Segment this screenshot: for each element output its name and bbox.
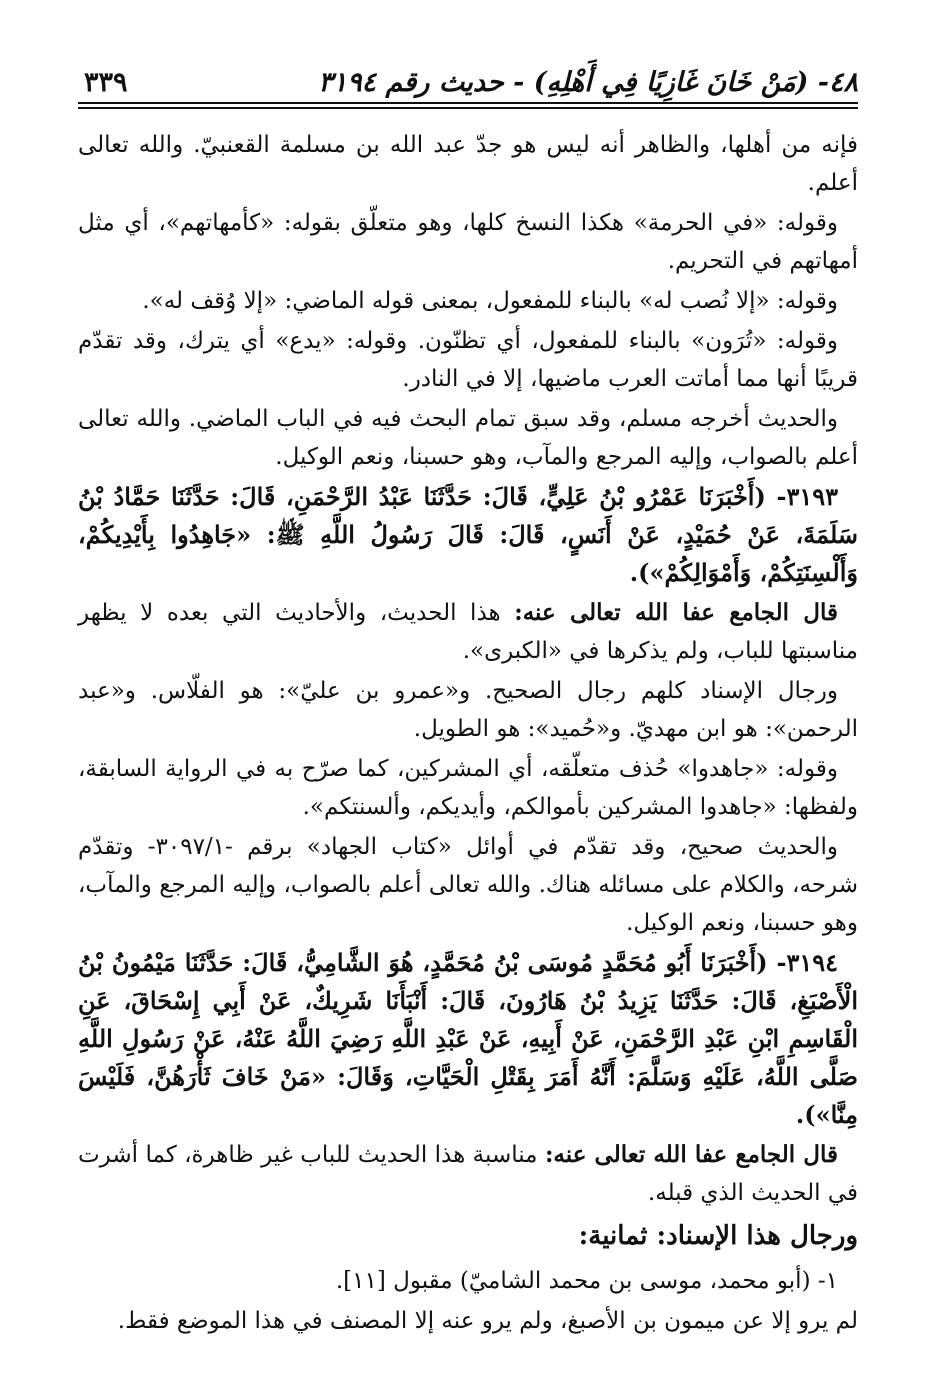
running-title: ٤٨- (مَنْ خَانَ غَازِيًا فِي أَهْلِهِ) - حديث رقم ٣١٩٤ (318, 67, 858, 98)
header-rule-top (78, 102, 858, 104)
hadith-text: ٣١٩٤- (أَخْبَرَنَا أَبُو مُحَمَّدٍ مُوسَى بْنُ مُحَمَّدٍ، هُوَ الشَّامِيُّ، قَالَ: حَدَّثَنَا مَيْمُونُ بْنُ الْأَصْبَغِ، قَالَ: حَدَّثَنَا يَزِيدُ بْنُ هَارُونَ، قَالَ: أَنْبَأَنَا شَرِيكٌ، عَنْ أَبِي إِسْحَاقَ، عَنِ الْقَاسِمِ ابْنِ عَبْدِ الرَّحْمَنِ، عَنْ أَبِيهِ، عَنْ عَبْدِ اللَّهِ رَضِيَ اللَّهُ عَنْهُ، عَنْ رَسُولِ اللَّهِ صَلَّى اللَّهُ، عَلَيْهِ وَسَلَّمَ: أَنَّهُ أَمَرَ بِقَتْلِ الْحَيَّاتِ، وَقَالَ: «مَنْ خَافَ ثَأْرَهُنَّ، فَلَيْسَ مِنَّا»). (78, 948, 858, 1129)
paragraph: والحديث أخرجه مسلم، وقد سبق تمام البحث فيه في الباب الماضي. والله تعالى أعلم بالصواب، وإليه المرجع والمآب، وهو حسبنا، ونعم الوكيل. (78, 406, 858, 470)
commentary-paragraph (78, 1136, 858, 1212)
paragraph: وقوله: «جاهدوا» حُذف متعلّقه، أي المشركين، كما صرّح به في الرواية السابقة، ولفظها: «جاهدوا المشركين بأموالكم، وأيديكم، وألسنتكم». (78, 756, 858, 820)
hadith-text: ٣١٩٣- (أَخْبَرَنَا عَمْرُو بْنُ عَلِيٍّ، قَالَ: حَدَّثَنَا عَبْدُ الرَّحْمَنِ، قَالَ: حَدَّثَنَا حَمَّادُ بْنُ سَلَمَةَ، عَنْ حُمَيْدٍ، عَنْ أَنَسٍ، قَالَ: قَالَ رَسُولُ اللَّهِ ﷺ: «جَاهِدُوا بِأَيْدِيكُمْ، وَأَلْسِنَتِكُمْ، وَأَمْوَالِكُمْ»). (78, 482, 858, 587)
body-text (78, 126, 858, 1340)
paragraph: فإنه من أهلها، والظاهر أنه ليس هو جدّ عبد الله بن مسلمة القعنبيّ. والله تعالى أعلم. (78, 132, 858, 196)
commentary-text: مناسبة هذا الحديث للباب غير ظاهرة، كما أشرت في الحديث الذي قبله. (78, 1142, 858, 1206)
narrator-note: لم يرو إلا عن ميمون بن الأصبغ، ولم يرو عنه إلا المصنف في هذا الموضع فقط. (117, 1308, 858, 1334)
narrator-entry: ١- (أبو محمد، موسى بن محمد الشاميّ) مقبول [١١]. (335, 1268, 838, 1294)
paragraph: ورجال الإسناد كلهم رجال الصحيح. و«عمرو بن عليّ»: هو الفلّاس. و«عبد الرحمن»: هو ابن مهديّ. و«حُميد»: هو الطويل. (78, 678, 858, 742)
paragraph: وقوله: «إلا نُصب له» بالبناء للمفعول، بمعنى قوله الماضي: «إلا وُقف له». (142, 288, 838, 314)
header-rule (78, 98, 858, 112)
paragraph: والحديث صحيح، وقد تقدّم في أوائل «كتاب الجهاد» برقم -٣٠٩٧/١- وتقدّم شرحه، والكلام على مسائله هناك. والله تعالى أعلم بالصواب، وإليه المرجع والمآب، وهو حسبنا، ونعم الوكيل. (78, 834, 858, 936)
commentary-text: هذا الحديث، والأحاديث التي بعده لا يظهر مناسبتها للباب، ولم يذكرها في «الكبرى». (78, 600, 858, 664)
paragraph: وقوله: «تُرَون» بالبناء للمفعول، أي تظنّون. وقوله: «يدع» أي يترك، وقد تقدّم قريبًا أنها مما أماتت العرب ماضيها، إلا في النادر. (78, 328, 858, 392)
page-header (78, 52, 858, 98)
commentary-lead: قال الجامع عفا الله تعالى عنه: (544, 1141, 838, 1168)
commentary-lead: قال الجامع عفا الله تعالى عنه: (514, 599, 838, 626)
paragraph: وقوله: «في الحرمة» هكذا النسخ كلها، وهو متعلّق بقوله: «كأمهاتهم»، أي مثل أمهاتهم في التحريم. (78, 210, 858, 274)
page-number: ٣٣٩ (84, 67, 128, 98)
commentary-paragraph (78, 594, 858, 670)
header-rule-bottom (78, 107, 858, 109)
section-heading: ورجال هذا الإسناد: ثمانية: (578, 1221, 858, 1251)
